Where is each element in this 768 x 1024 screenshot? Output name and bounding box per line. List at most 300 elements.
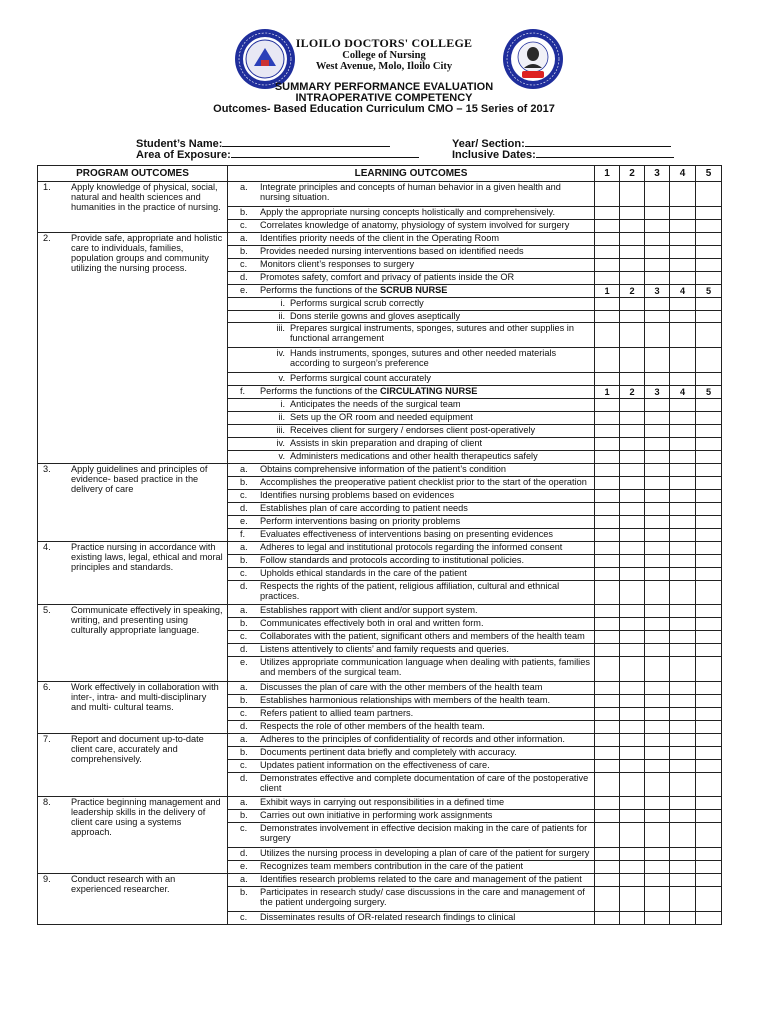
- student-name-label: Student’s Name:: [136, 138, 223, 150]
- rating-cell-5[interactable]: [696, 797, 722, 810]
- rating-cell-3[interactable]: [645, 848, 670, 861]
- rating-cell-3[interactable]: [645, 554, 670, 567]
- year-section-line[interactable]: [525, 136, 671, 147]
- rating-cell-2[interactable]: [620, 861, 645, 874]
- rating-cell-5[interactable]: [696, 245, 722, 258]
- learning-outcome-text: Demonstrates effective and complete documentation of care of the postoperative client: [260, 772, 589, 793]
- rating-cell-5[interactable]: [696, 528, 722, 541]
- rating-cell-3[interactable]: [645, 245, 670, 258]
- rating-cell-3[interactable]: [645, 644, 670, 657]
- rating-cell-4[interactable]: [670, 823, 696, 848]
- inclusive-dates-line[interactable]: [536, 147, 674, 158]
- rating-cell-5[interactable]: 5: [696, 385, 722, 398]
- learning-outcome-letter: b.: [240, 206, 248, 217]
- rating-cell-1[interactable]: [595, 424, 620, 437]
- rating-cell-4[interactable]: [670, 644, 696, 657]
- rating-cell-5[interactable]: [696, 644, 722, 657]
- rating-cell-3[interactable]: [645, 424, 670, 437]
- rating-cell-1[interactable]: [595, 644, 620, 657]
- rating-cell-3[interactable]: [645, 476, 670, 489]
- rating-cell-3[interactable]: [645, 707, 670, 720]
- rating-cell-5[interactable]: [696, 772, 722, 797]
- rating-cell-5[interactable]: [696, 206, 722, 219]
- rating-cell-1[interactable]: [595, 707, 620, 720]
- rating-cell-2[interactable]: [620, 232, 645, 245]
- rating-cell-5[interactable]: [696, 398, 722, 411]
- learning-outcome-letter: a.: [240, 541, 248, 552]
- rating-cell-1[interactable]: [595, 631, 620, 644]
- rating-cell-5[interactable]: [696, 463, 722, 476]
- rating-cell-2[interactable]: [620, 657, 645, 682]
- rating-cell-2[interactable]: [620, 245, 645, 258]
- rating-cell-3[interactable]: [645, 437, 670, 450]
- rating-cell-5[interactable]: [696, 861, 722, 874]
- rating-cell-5[interactable]: [696, 258, 722, 271]
- rating-cell-4[interactable]: [670, 580, 696, 605]
- rating-cell-1[interactable]: [595, 605, 620, 618]
- rating-cell-2[interactable]: 2: [620, 385, 645, 398]
- learning-outcome-letter: c.: [240, 258, 248, 269]
- rating-cell-5[interactable]: [696, 657, 722, 682]
- rating-cell-5[interactable]: [696, 733, 722, 746]
- learning-outcome-text: Evaluates effectiveness of interventions basing on presenting evidences: [260, 528, 553, 539]
- rating-cell-2[interactable]: [620, 707, 645, 720]
- table-row: [38, 797, 722, 810]
- rating-cell-1[interactable]: [595, 657, 620, 682]
- rating-cell-2[interactable]: [620, 310, 645, 323]
- rating-cell-1[interactable]: [595, 398, 620, 411]
- rating-cell-1[interactable]: [595, 323, 620, 348]
- rating-cell-4[interactable]: [670, 554, 696, 567]
- rating-cell-1[interactable]: [595, 502, 620, 515]
- sub-item-number: i.: [280, 398, 285, 409]
- program-outcome-number: 1.: [43, 182, 51, 192]
- rating-cell-4[interactable]: [670, 489, 696, 502]
- learning-outcome-text: Performs the functions of the: [260, 385, 378, 396]
- rating-cell-1[interactable]: [595, 580, 620, 605]
- rating-cell-3[interactable]: [645, 810, 670, 823]
- rating-cell-5[interactable]: [696, 297, 722, 310]
- rating-cell-4[interactable]: [670, 772, 696, 797]
- rating-cell-3[interactable]: [645, 502, 670, 515]
- curriculum-line: Outcomes- Based Education Curriculum CMO – 15 Series of 2017: [213, 103, 555, 115]
- rating-cell-3[interactable]: [645, 206, 670, 219]
- rating-cell-3[interactable]: [645, 911, 670, 924]
- rating-cell-3[interactable]: [645, 580, 670, 605]
- rating-cell-3[interactable]: [645, 258, 670, 271]
- rating-cell-1[interactable]: [595, 258, 620, 271]
- learning-outcome-cell: [228, 644, 595, 657]
- rating-cell-4[interactable]: [670, 437, 696, 450]
- rating-cell-2[interactable]: 2: [620, 284, 645, 297]
- rating-cell-4[interactable]: [670, 398, 696, 411]
- rating-cell-1[interactable]: [595, 182, 620, 207]
- rating-cell-4[interactable]: [670, 746, 696, 759]
- rating-cell-3[interactable]: [645, 489, 670, 502]
- rating-cell-4[interactable]: [670, 810, 696, 823]
- rating-cell-1[interactable]: [595, 219, 620, 232]
- rating-cell-4[interactable]: [670, 567, 696, 580]
- rating-cell-3[interactable]: [645, 657, 670, 682]
- rating-cell-3[interactable]: [645, 463, 670, 476]
- rating-cell-1[interactable]: [595, 541, 620, 554]
- rating-cell-3[interactable]: [645, 515, 670, 528]
- rating-cell-1[interactable]: [595, 681, 620, 694]
- rating-cell-4[interactable]: [670, 297, 696, 310]
- rating-cell-5[interactable]: [696, 219, 722, 232]
- rating-cell-1[interactable]: [595, 232, 620, 245]
- rating-cell-2[interactable]: [620, 437, 645, 450]
- rating-cell-2[interactable]: [620, 297, 645, 310]
- rating-cell-2[interactable]: [620, 182, 645, 207]
- rating-cell-4[interactable]: [670, 848, 696, 861]
- rating-cell-1[interactable]: [595, 567, 620, 580]
- rating-cell-2[interactable]: [620, 450, 645, 463]
- rating-cell-2[interactable]: [620, 219, 645, 232]
- rating-cell-4[interactable]: [670, 219, 696, 232]
- rating-cell-5[interactable]: [696, 271, 722, 284]
- rating-cell-5[interactable]: [696, 554, 722, 567]
- rating-cell-3[interactable]: [645, 605, 670, 618]
- rating-cell-3[interactable]: [645, 874, 670, 887]
- rating-cell-4[interactable]: [670, 515, 696, 528]
- rating-cell-2[interactable]: [620, 605, 645, 618]
- rating-cell-3[interactable]: [645, 887, 670, 912]
- inclusive-dates-label: Inclusive Dates:: [452, 149, 536, 161]
- rating-cell-3[interactable]: [645, 310, 670, 323]
- rating-cell-3[interactable]: [645, 219, 670, 232]
- rating-cell-1[interactable]: [595, 823, 620, 848]
- rating-cell-3[interactable]: [645, 733, 670, 746]
- rating-cell-4[interactable]: [670, 605, 696, 618]
- rating-cell-4[interactable]: [670, 618, 696, 631]
- rating-cell-3[interactable]: [645, 772, 670, 797]
- rating-cell-1[interactable]: [595, 759, 620, 772]
- rating-cell-5[interactable]: [696, 746, 722, 759]
- learning-outcome-text: Performs the functions of the: [260, 284, 378, 295]
- rating-cell-5[interactable]: [696, 489, 722, 502]
- sub-item-number: ii.: [278, 310, 285, 321]
- rating-cell-4[interactable]: [670, 541, 696, 554]
- rating-cell-1[interactable]: [595, 271, 620, 284]
- sub-item-text: Administers medications and other health therapeutics safely: [290, 450, 538, 461]
- rating-cell-5[interactable]: [696, 720, 722, 733]
- rating-cell-1[interactable]: [595, 476, 620, 489]
- rating-cell-1[interactable]: [595, 463, 620, 476]
- rating-cell-2[interactable]: [620, 348, 645, 373]
- rating-cell-5[interactable]: [696, 681, 722, 694]
- rating-cell-5[interactable]: 5: [696, 284, 722, 297]
- rating-cell-3[interactable]: 3: [645, 385, 670, 398]
- rating-cell-2[interactable]: [620, 797, 645, 810]
- rating-cell-2[interactable]: [620, 206, 645, 219]
- rating-cell-2[interactable]: [620, 810, 645, 823]
- program-outcome-text: Conduct research with an experienced researcher.: [71, 874, 176, 895]
- rating-cell-2[interactable]: [620, 502, 645, 515]
- rating-cell-3[interactable]: [645, 759, 670, 772]
- rating-cell-5[interactable]: [696, 541, 722, 554]
- rating-cell-4[interactable]: [670, 720, 696, 733]
- rating-cell-5[interactable]: [696, 823, 722, 848]
- rating-cell-5[interactable]: [696, 310, 722, 323]
- rating-cell-4[interactable]: [670, 694, 696, 707]
- rating-cell-5[interactable]: [696, 232, 722, 245]
- rating-cell-1[interactable]: [595, 797, 620, 810]
- learning-outcome-letter: d.: [240, 772, 248, 783]
- rating-cell-1[interactable]: [595, 810, 620, 823]
- nurse-role-label: SCRUB NURSE: [380, 284, 448, 295]
- rating-cell-3[interactable]: [645, 297, 670, 310]
- rating-cell-3[interactable]: [645, 323, 670, 348]
- rating-cell-2[interactable]: [620, 759, 645, 772]
- sub-item-number: v.: [278, 450, 285, 461]
- rating-cell-2[interactable]: [620, 489, 645, 502]
- rating-cell-5[interactable]: [696, 182, 722, 207]
- rating-cell-2[interactable]: [620, 554, 645, 567]
- rating-cell-3[interactable]: [645, 746, 670, 759]
- rating-cell-4[interactable]: [670, 206, 696, 219]
- rating-cell-5[interactable]: [696, 631, 722, 644]
- rating-cell-5[interactable]: [696, 618, 722, 631]
- rating-cell-5[interactable]: [696, 348, 722, 373]
- rating-cell-5[interactable]: [696, 848, 722, 861]
- rating-cell-3[interactable]: [645, 567, 670, 580]
- rating-cell-2[interactable]: [620, 681, 645, 694]
- program-outcome-number: 7.: [43, 733, 51, 744]
- table-row: [38, 605, 722, 618]
- rating-cell-2[interactable]: [620, 644, 645, 657]
- learning-outcome-text: Accomplishes the preoperative patient checklist prior to the start of the operation: [260, 476, 587, 487]
- rating-cell-5[interactable]: [696, 476, 722, 489]
- learning-outcome-cell: [228, 515, 595, 528]
- rating-cell-3[interactable]: [645, 271, 670, 284]
- rating-cell-1[interactable]: [595, 450, 620, 463]
- rating-cell-5[interactable]: [696, 887, 722, 912]
- rating-cell-4[interactable]: [670, 759, 696, 772]
- rating-cell-5[interactable]: [696, 707, 722, 720]
- learning-outcome-text: Apply the appropriate nursing concepts holistically and comprehensively.: [260, 206, 556, 217]
- rating-cell-2[interactable]: [620, 528, 645, 541]
- rating-cell-1[interactable]: [595, 720, 620, 733]
- rating-cell-1[interactable]: [595, 772, 620, 797]
- rating-cell-1[interactable]: [595, 618, 620, 631]
- rating-cell-2[interactable]: [620, 823, 645, 848]
- rating-cell-3[interactable]: [645, 694, 670, 707]
- table-row: [38, 733, 722, 746]
- rating-cell-1[interactable]: [595, 554, 620, 567]
- rating-cell-2[interactable]: [620, 746, 645, 759]
- learning-outcome-letter: f.: [240, 385, 246, 396]
- rating-cell-2[interactable]: [620, 772, 645, 797]
- rating-cell-2[interactable]: [620, 463, 645, 476]
- rating-cell-2[interactable]: [620, 720, 645, 733]
- rating-cell-4[interactable]: [670, 861, 696, 874]
- sub-item-text: Dons sterile gowns and gloves aseptically: [290, 310, 461, 321]
- rating-cell-3[interactable]: 3: [645, 284, 670, 297]
- rating-cell-2[interactable]: [620, 887, 645, 912]
- rating-cell-3[interactable]: [645, 681, 670, 694]
- rating-cell-2[interactable]: [620, 271, 645, 284]
- rating-cell-5[interactable]: [696, 502, 722, 515]
- rating-cell-3[interactable]: [645, 618, 670, 631]
- rating-cell-4[interactable]: [670, 424, 696, 437]
- sub-item-number: iv.: [276, 348, 285, 359]
- learning-outcome-text: Follow standards and protocols according to institutional policies.: [260, 554, 525, 565]
- learning-outcome-cell: [228, 694, 595, 707]
- rating-cell-4[interactable]: [670, 463, 696, 476]
- learning-outcome-cell: [228, 580, 595, 605]
- rating-cell-1[interactable]: [595, 746, 620, 759]
- learning-outcome-cell: [228, 284, 595, 297]
- program-outcome-cell: [38, 232, 228, 463]
- rating-cell-1[interactable]: [595, 297, 620, 310]
- rating-cell-3[interactable]: [645, 411, 670, 424]
- rating-cell-2[interactable]: [620, 733, 645, 746]
- rating-cell-5[interactable]: [696, 411, 722, 424]
- rating-cell-4[interactable]: [670, 411, 696, 424]
- rating-cell-3[interactable]: [645, 528, 670, 541]
- rating-cell-3[interactable]: [645, 373, 670, 386]
- rating-cell-1[interactable]: [595, 861, 620, 874]
- rating-cell-4[interactable]: [670, 450, 696, 463]
- rating-cell-2[interactable]: [620, 476, 645, 489]
- rating-cell-2[interactable]: [620, 515, 645, 528]
- learning-outcome-letter: a.: [240, 232, 248, 243]
- rating-cell-3[interactable]: [645, 232, 670, 245]
- learning-outcome-cell: [228, 310, 595, 323]
- rating-cell-2[interactable]: [620, 424, 645, 437]
- rating-cell-1[interactable]: 1: [595, 284, 620, 297]
- rating-cell-4[interactable]: [670, 182, 696, 207]
- learning-outcome-cell: [228, 385, 595, 398]
- rating-cell-1[interactable]: 1: [595, 385, 620, 398]
- rating-cell-2[interactable]: [620, 398, 645, 411]
- learning-outcome-letter: a.: [240, 681, 248, 692]
- rating-cell-1[interactable]: [595, 911, 620, 924]
- rating-cell-1[interactable]: [595, 874, 620, 887]
- rating-cell-5[interactable]: [696, 911, 722, 924]
- rating-cell-1[interactable]: [595, 694, 620, 707]
- rating-cell-2[interactable]: [620, 848, 645, 861]
- rating-cell-2[interactable]: [620, 694, 645, 707]
- rating-cell-3[interactable]: [645, 450, 670, 463]
- learning-outcome-cell: [228, 772, 595, 797]
- rating-cell-2[interactable]: [620, 911, 645, 924]
- rating-cell-4[interactable]: [670, 348, 696, 373]
- rating-cell-4[interactable]: [670, 476, 696, 489]
- sub-item-text: Receives client for surgery / endorses client post-operatively: [290, 424, 536, 435]
- rating-cell-4[interactable]: [670, 657, 696, 682]
- rating-cell-1[interactable]: [595, 733, 620, 746]
- rating-cell-2[interactable]: [620, 567, 645, 580]
- rating-cell-1[interactable]: [595, 887, 620, 912]
- rating-cell-5[interactable]: [696, 373, 722, 386]
- rating-cell-3[interactable]: [645, 348, 670, 373]
- rating-cell-5[interactable]: [696, 567, 722, 580]
- rating-cell-4[interactable]: [670, 707, 696, 720]
- rating-cell-4[interactable]: [670, 887, 696, 912]
- rating-cell-1[interactable]: [595, 373, 620, 386]
- rating-cell-4[interactable]: [670, 733, 696, 746]
- learning-outcome-letter: b.: [240, 746, 248, 757]
- rating-cell-5[interactable]: [696, 694, 722, 707]
- rating-cell-3[interactable]: [645, 398, 670, 411]
- student-name-line[interactable]: [222, 136, 390, 147]
- area-of-exposure-line[interactable]: [231, 147, 419, 158]
- rating-cell-2[interactable]: [620, 541, 645, 554]
- rating-cell-5[interactable]: [696, 437, 722, 450]
- form-title: SUMMARY PERFORMANCE EVALUATION: [274, 81, 494, 93]
- rating-cell-4[interactable]: [670, 911, 696, 924]
- rating-cell-4[interactable]: [670, 681, 696, 694]
- rating-cell-4[interactable]: 4: [670, 385, 696, 398]
- rating-cell-3[interactable]: [645, 797, 670, 810]
- rating-cell-4[interactable]: [670, 502, 696, 515]
- rating-cell-1[interactable]: [595, 848, 620, 861]
- rating-cell-1[interactable]: [595, 310, 620, 323]
- rating-cell-4[interactable]: [670, 631, 696, 644]
- sub-item-text: Sets up the OR room and needed equipment: [290, 411, 473, 422]
- rating-cell-4[interactable]: [670, 232, 696, 245]
- rating-cell-5[interactable]: [696, 810, 722, 823]
- rating-cell-4[interactable]: [670, 373, 696, 386]
- rating-cell-2[interactable]: [620, 618, 645, 631]
- rating-cell-1[interactable]: [595, 348, 620, 373]
- rating-cell-3[interactable]: [645, 720, 670, 733]
- rating-cell-1[interactable]: [595, 528, 620, 541]
- rating-cell-1[interactable]: [595, 245, 620, 258]
- inclusive-dates-field[interactable]: [452, 147, 674, 161]
- rating-cell-1[interactable]: [595, 437, 620, 450]
- rating-cell-4[interactable]: [670, 271, 696, 284]
- rating-cell-1[interactable]: [595, 515, 620, 528]
- rating-cell-5[interactable]: [696, 450, 722, 463]
- rating-cell-4[interactable]: 4: [670, 284, 696, 297]
- rating-cell-2[interactable]: [620, 580, 645, 605]
- rating-cell-4[interactable]: [670, 310, 696, 323]
- rating-cell-3[interactable]: [645, 541, 670, 554]
- rating-cell-3[interactable]: [645, 823, 670, 848]
- rating-cell-5[interactable]: [696, 759, 722, 772]
- rating-cell-5[interactable]: [696, 323, 722, 348]
- rating-cell-4[interactable]: [670, 874, 696, 887]
- learning-outcome-letter: e.: [240, 657, 248, 668]
- rating-cell-5[interactable]: [696, 874, 722, 887]
- rating-cell-4[interactable]: [670, 258, 696, 271]
- rating-cell-2[interactable]: [620, 258, 645, 271]
- rating-cell-1[interactable]: [595, 489, 620, 502]
- rating-cell-4[interactable]: [670, 323, 696, 348]
- rating-cell-2[interactable]: [620, 411, 645, 424]
- rating-cell-1[interactable]: [595, 411, 620, 424]
- rating-cell-5[interactable]: [696, 605, 722, 618]
- rating-cell-4[interactable]: [670, 528, 696, 541]
- rating-cell-3[interactable]: [645, 631, 670, 644]
- area-of-exposure-field[interactable]: [136, 147, 419, 161]
- rating-cell-2[interactable]: [620, 874, 645, 887]
- rating-cell-1[interactable]: [595, 206, 620, 219]
- rating-cell-5[interactable]: [696, 424, 722, 437]
- rating-cell-3[interactable]: [645, 861, 670, 874]
- rating-cell-2[interactable]: [620, 631, 645, 644]
- rating-cell-2[interactable]: [620, 323, 645, 348]
- rating-cell-5[interactable]: [696, 515, 722, 528]
- rating-cell-3[interactable]: [645, 182, 670, 207]
- rating-cell-4[interactable]: [670, 245, 696, 258]
- rating-cell-2[interactable]: [620, 373, 645, 386]
- rating-cell-4[interactable]: [670, 797, 696, 810]
- rating-cell-5[interactable]: [696, 580, 722, 605]
